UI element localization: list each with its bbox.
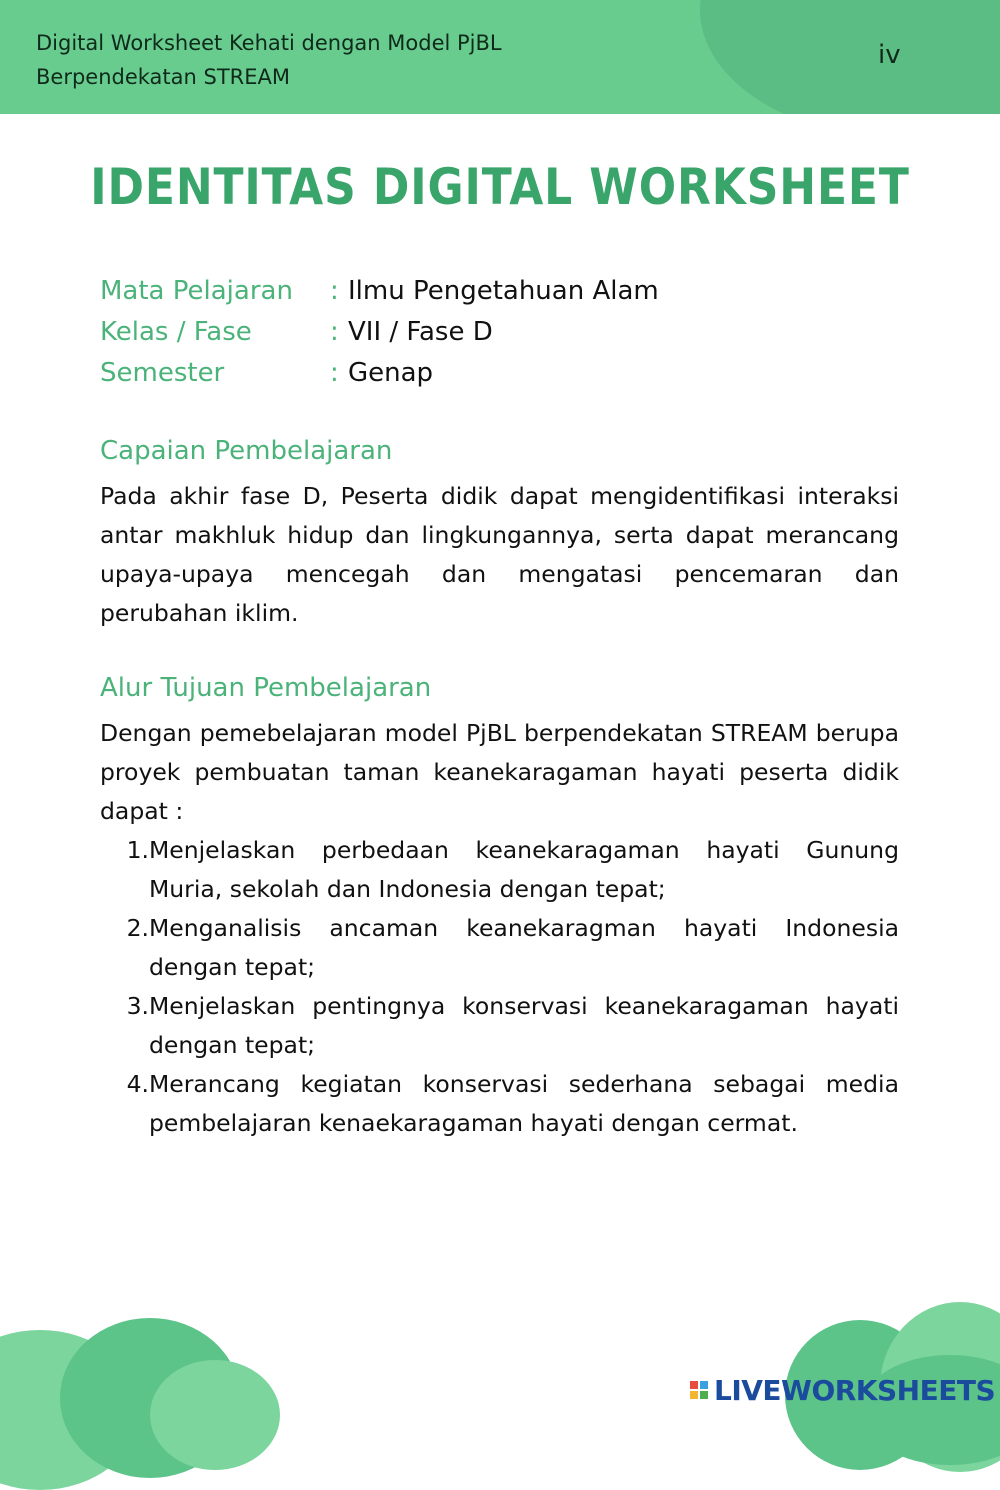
list-item-text: Menjelaskan perbedaan keanekaragaman hayati Gunung Muria, sekolah dan Indonesia dengan tepat; <box>149 836 899 903</box>
identity-label: Kelas / Fase <box>100 316 252 347</box>
identity-label: Semester <box>100 357 225 388</box>
logo-square-blue <box>700 1381 708 1389</box>
capaian-text: Pada akhir fase D, Peserta didik dapat mengidentifikasi interaksi antar makhluk hidup dan lingkungannya, serta dapat merancang upaya-upaya mencegah dan mengatasi pencemaran dan perubahan iklim. <box>100 482 899 627</box>
list-item-number: 1. <box>126 836 149 864</box>
header-title-line1: Digital Worksheet Kehati dengan Model PjBL <box>36 31 502 55</box>
brand-name: LIVEWORKSHEETS <box>714 1373 996 1407</box>
list-item <box>120 909 899 987</box>
logo-square-red <box>690 1381 698 1389</box>
objectives-list <box>120 831 899 1143</box>
identity-value: VII / Fase D <box>348 316 493 347</box>
list-item <box>120 987 899 1065</box>
header-title-line2: Berpendekatan STREAM <box>36 65 291 89</box>
liveworksheets-icon <box>690 1381 708 1399</box>
liveworksheets-logo[interactable] <box>690 1372 995 1408</box>
list-item-number: 4. <box>126 1070 149 1098</box>
identity-label: Mata Pelajaran <box>100 275 293 306</box>
identity-row-semester <box>100 352 659 393</box>
logo-square-yellow <box>690 1391 698 1399</box>
list-item-number: 3. <box>126 992 149 1020</box>
logo-square-green <box>700 1391 708 1399</box>
capaian-heading: Capaian Pembelajaran <box>100 436 393 466</box>
header-title <box>36 26 502 94</box>
list-item-text: Menganalisis ancaman keanekaragman hayati Indonesia dengan tepat; <box>149 914 899 981</box>
list-item-text: Menjelaskan pentingnya konservasi keanekaragaman hayati dengan tepat; <box>149 992 899 1059</box>
page-title: IDENTITAS DIGITAL WORKSHEET <box>90 158 910 216</box>
identity-colon: : <box>330 316 339 347</box>
identity-table <box>100 270 659 393</box>
identity-value: Genap <box>348 357 434 388</box>
identity-value: Ilmu Pengetahuan Alam <box>348 275 659 306</box>
identity-colon: : <box>330 357 339 388</box>
list-item <box>120 831 899 909</box>
page-header <box>0 0 1000 114</box>
list-item-number: 2. <box>126 914 149 942</box>
alur-intro: Dengan pemebelajaran model PjBL berpendekatan STREAM berupa proyek pembuatan taman keanekaragaman hayati peserta didik dapat : <box>100 719 899 825</box>
alur-heading: Alur Tujuan Pembelajaran <box>100 673 432 703</box>
list-item-text: Merancang kegiatan konservasi sederhana sebagai media pembelajaran kenaekaragaman hayati dengan cermat. <box>149 1070 899 1137</box>
identity-row-subject <box>100 270 659 311</box>
identity-colon: : <box>330 275 339 306</box>
identity-row-class <box>100 311 659 352</box>
page-number: iv <box>878 40 901 70</box>
list-item <box>120 1065 899 1143</box>
header-decoration <box>700 0 1000 114</box>
